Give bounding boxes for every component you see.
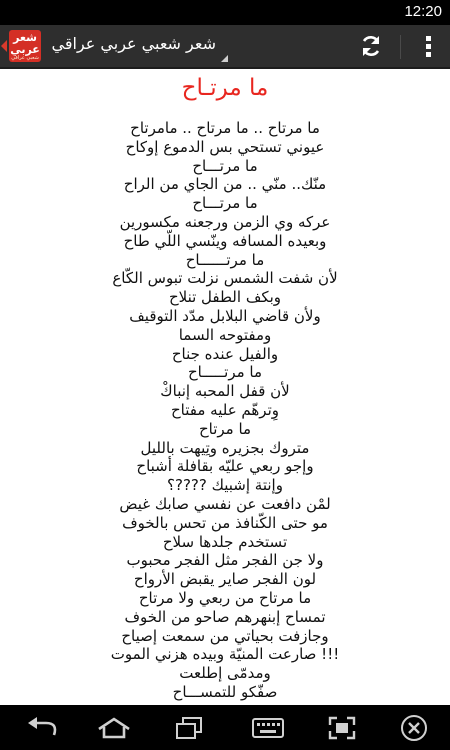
poem-line: ما مرتـــاح xyxy=(192,194,258,213)
poem-line: عركه وي الزمن ورجعنه مكسورين xyxy=(119,212,331,231)
poem-line: لمْن دافعت عن نفسي صابك غيض xyxy=(119,494,331,513)
poem-line: وإجو ربعي عليّه بقافلة أشباح xyxy=(136,457,314,476)
poem-line: ما مرتاح من ربعي ولا مرتاح xyxy=(138,588,312,607)
poem-line: مو حتى الكّنافذ من تحس بالخوف xyxy=(122,513,328,532)
close-icon xyxy=(398,713,430,743)
poem-line: وإنتة إشبيك ????؟ xyxy=(167,476,283,495)
poem-line: لأن قفل المحبه إنباكْ xyxy=(160,382,290,401)
poem-line: وِترهّم عليه مفتاح xyxy=(170,400,279,419)
action-divider xyxy=(400,35,401,59)
poem-line: صفّكو للتمســـاح xyxy=(172,682,278,701)
app-logo-line2: عربي xyxy=(10,43,40,56)
back-button[interactable] xyxy=(24,713,64,743)
title-spinner[interactable] xyxy=(50,30,228,62)
app-title: شعر شعبي عربي عراقي xyxy=(51,34,216,53)
action-bar xyxy=(0,25,450,69)
refresh-icon xyxy=(358,33,384,59)
overflow-menu-icon xyxy=(418,33,438,59)
poem-line: عيوني تستحي بس الدموع إوكاح xyxy=(125,137,325,156)
poem-line: والفيل عنده جناح xyxy=(171,344,279,363)
recent-apps-icon xyxy=(169,713,209,743)
recent-apps-button[interactable] xyxy=(169,713,209,743)
poem-line: لون الفجر صاير يقبض الأرواح xyxy=(133,570,317,589)
poem-line: ما مرتـــــاح xyxy=(187,363,263,382)
spinner-indicator-icon xyxy=(221,55,228,62)
poem-line: تستخدم جلدها سلاح xyxy=(162,532,288,551)
poem-line: لأن شفت الشمس نزلت تبوس الكّاع xyxy=(112,269,338,288)
poem-line: ما مرتـــاح xyxy=(192,156,258,175)
poem-content[interactable] xyxy=(0,69,450,705)
status-bar xyxy=(0,0,450,25)
up-caret-icon xyxy=(1,40,7,52)
back-icon xyxy=(24,713,64,743)
app-home-button[interactable] xyxy=(0,27,44,65)
poem-line: !!! صارعت المنيّة وبيده هزني الموت xyxy=(110,645,340,664)
app-logo xyxy=(9,30,41,62)
poem-line: ما مرتاح .. ما مرتاح .. مامرتاح xyxy=(130,119,320,137)
overflow-menu-button[interactable] xyxy=(418,33,438,59)
keyboard-button[interactable] xyxy=(248,713,288,743)
navigation-bar xyxy=(0,705,450,750)
poem-lines xyxy=(0,119,450,702)
home-button[interactable] xyxy=(94,713,134,743)
status-time: 12:20 xyxy=(404,3,442,20)
poem-line: وبكف الطفل تنلاح xyxy=(168,288,282,307)
app-logo-line1: شعر xyxy=(13,31,37,44)
poem-title: ما مرتـاح xyxy=(181,75,269,101)
poem-line: ولا جن الفجر مثل الفجر محبوب xyxy=(126,551,324,570)
poem-line: ما مرتاح xyxy=(198,419,252,438)
screenshot-icon xyxy=(322,713,362,743)
refresh-button[interactable] xyxy=(358,33,384,59)
poem-line: متروك بجزيره وتِيهت بالليل xyxy=(140,438,310,457)
close-button[interactable] xyxy=(398,713,430,743)
screenshot-button[interactable] xyxy=(322,713,362,743)
home-icon xyxy=(94,713,134,743)
poem-line: ولأن قاضي البلابل مدّد التوقيف xyxy=(129,306,321,325)
poem-line: ومفتوحه السما xyxy=(178,325,272,344)
poem-line: وبعيده المسافه وينّسي اللّي طاح xyxy=(123,231,327,250)
app-logo-sub: شعبي عراقي xyxy=(11,55,39,61)
poem-line: وجازفت بحياتي من سمعت إصياح xyxy=(121,626,329,645)
poem-line: ما مرتــــــاح xyxy=(185,250,265,269)
keyboard-icon xyxy=(248,713,288,743)
poem-line: ومدمّى إطلعت xyxy=(179,664,271,683)
poem-line: منّك.. منّي .. من الجاي من الراح xyxy=(123,175,327,194)
poem-line: تمساح إبنهرهم صاحو من الخوف xyxy=(124,607,326,626)
